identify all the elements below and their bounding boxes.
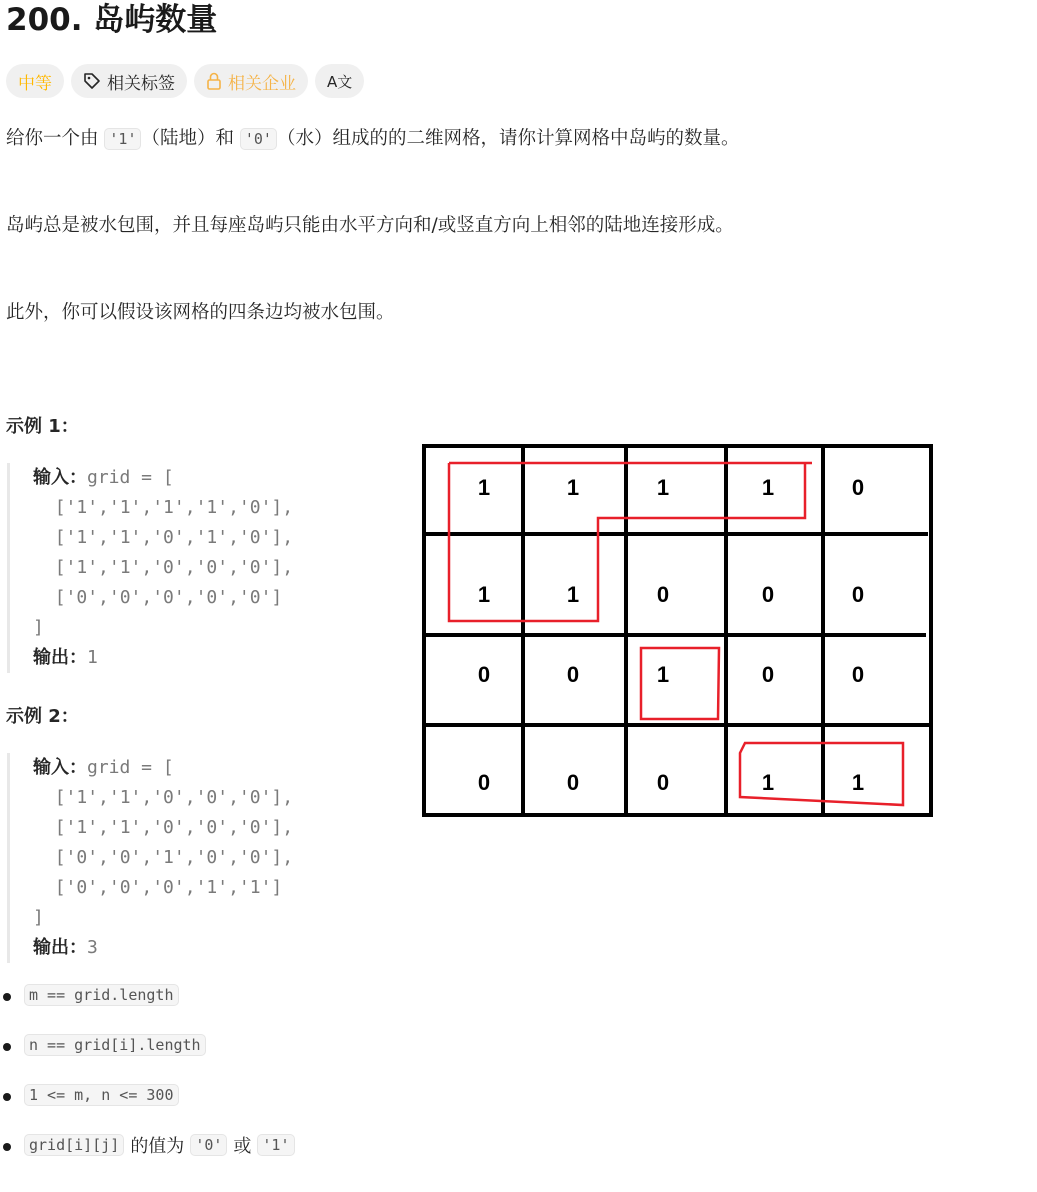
constraint-item xyxy=(0,1070,295,1120)
inline-code: '0' xyxy=(240,128,277,150)
grid-cell-value: 0 xyxy=(851,475,865,500)
text: 给你一个由 xyxy=(6,128,105,149)
input-label: 输入： xyxy=(33,467,87,488)
grid-cell-value: 0 xyxy=(851,662,865,687)
inline-code: '1' xyxy=(104,128,141,150)
island-2-outline xyxy=(641,648,719,719)
grid-cell-value: 0 xyxy=(477,662,491,687)
grid-row: ['1','1','0','1','0'], xyxy=(54,527,294,548)
related-companies-label: 相关企业 xyxy=(228,73,296,94)
output-label: 输出： xyxy=(33,647,87,668)
grid-cell-value: 0 xyxy=(851,582,865,607)
constraint-item xyxy=(0,1020,295,1070)
grid-cell-value: 1 xyxy=(656,662,670,687)
page-title: 200. 岛屿数量 xyxy=(6,2,218,38)
grid-cell-value: 0 xyxy=(761,662,775,687)
grid-cell-value: 0 xyxy=(761,582,775,607)
grid-cell-value: 1 xyxy=(477,475,491,500)
constraint-item xyxy=(0,1120,295,1170)
example-1-block xyxy=(7,463,293,673)
text: 或 xyxy=(233,1136,252,1157)
output-value: 1 xyxy=(87,647,98,668)
grid-cell-value: 1 xyxy=(566,582,580,607)
grid-lines xyxy=(424,446,931,815)
grid-row: ['0','0','0','1','1'] xyxy=(54,877,283,898)
island-diagram xyxy=(420,442,936,820)
translate-button[interactable] xyxy=(315,64,364,98)
grid-row: ['1','1','1','1','0'], xyxy=(54,497,294,518)
grid-cell-value: 0 xyxy=(477,770,491,795)
close-bracket: ] xyxy=(33,907,44,928)
inline-code: n == grid[i].length xyxy=(24,1034,206,1056)
grid-cell-value: 1 xyxy=(477,582,491,607)
grid-row: ['1','1','0','0','0'], xyxy=(54,787,294,808)
inline-code: 1 <= m, n <= 300 xyxy=(24,1084,179,1106)
grid-row: ['1','1','0','0','0'], xyxy=(54,817,294,838)
text: （水）组成的的二维网格，请你计算网格中岛屿的数量。 xyxy=(276,128,740,149)
text: 的值为 xyxy=(130,1136,185,1157)
translate-icon: A文 xyxy=(327,72,353,91)
input-head: grid = [ xyxy=(87,467,174,488)
constraint-item xyxy=(0,970,295,1020)
difficulty-badge[interactable] xyxy=(6,64,64,98)
text: （陆地）和 xyxy=(141,128,240,149)
grid-cell-value: 0 xyxy=(566,770,580,795)
grid-cell-value: 0 xyxy=(566,662,580,687)
description-paragraph-3: 此外，你可以假设该网格的四条边均被水包围。 xyxy=(6,302,395,323)
grid-cell-value: 1 xyxy=(656,475,670,500)
constraints-list xyxy=(0,970,295,1170)
grid-cell-value: 1 xyxy=(761,475,775,500)
tag-bar xyxy=(6,64,364,98)
output-value: 3 xyxy=(87,937,98,958)
close-bracket: ] xyxy=(33,617,44,638)
grid-cell-value: 0 xyxy=(656,582,670,607)
inline-code: '0' xyxy=(190,1134,227,1156)
inline-code: m == grid.length xyxy=(24,984,179,1006)
related-companies-button[interactable] xyxy=(194,64,308,98)
example-2-title: 示例 2： xyxy=(6,706,79,727)
grid-cell-value: 1 xyxy=(761,770,775,795)
inline-code: grid[i][j] xyxy=(24,1134,124,1156)
grid-cell-value: 0 xyxy=(656,770,670,795)
example-2-block xyxy=(7,753,293,963)
lock-icon xyxy=(206,72,222,90)
grid-row: ['1','1','0','0','0'], xyxy=(54,557,294,578)
description-paragraph-2: 岛屿总是被水包围，并且每座岛屿只能由水平方向和/或竖直方向上相邻的陆地连接形成。 xyxy=(6,215,734,236)
tag-icon xyxy=(83,72,101,90)
related-tags-label: 相关标签 xyxy=(107,73,175,94)
inline-code: '1' xyxy=(257,1134,294,1156)
input-label: 输入： xyxy=(33,757,87,778)
island-1-outline xyxy=(449,463,812,621)
grid-row: ['0','0','1','0','0'], xyxy=(54,847,294,868)
grid-cell-value: 1 xyxy=(566,475,580,500)
grid-row: ['0','0','0','0','0'] xyxy=(54,587,283,608)
description-paragraph-1 xyxy=(6,123,786,155)
grid-cell-value: 1 xyxy=(851,770,865,795)
output-label: 输出： xyxy=(33,937,87,958)
difficulty-label: 中等 xyxy=(18,73,52,94)
input-head: grid = [ xyxy=(87,757,174,778)
related-tags-button[interactable] xyxy=(71,64,187,98)
example-1-title: 示例 1： xyxy=(6,416,79,437)
